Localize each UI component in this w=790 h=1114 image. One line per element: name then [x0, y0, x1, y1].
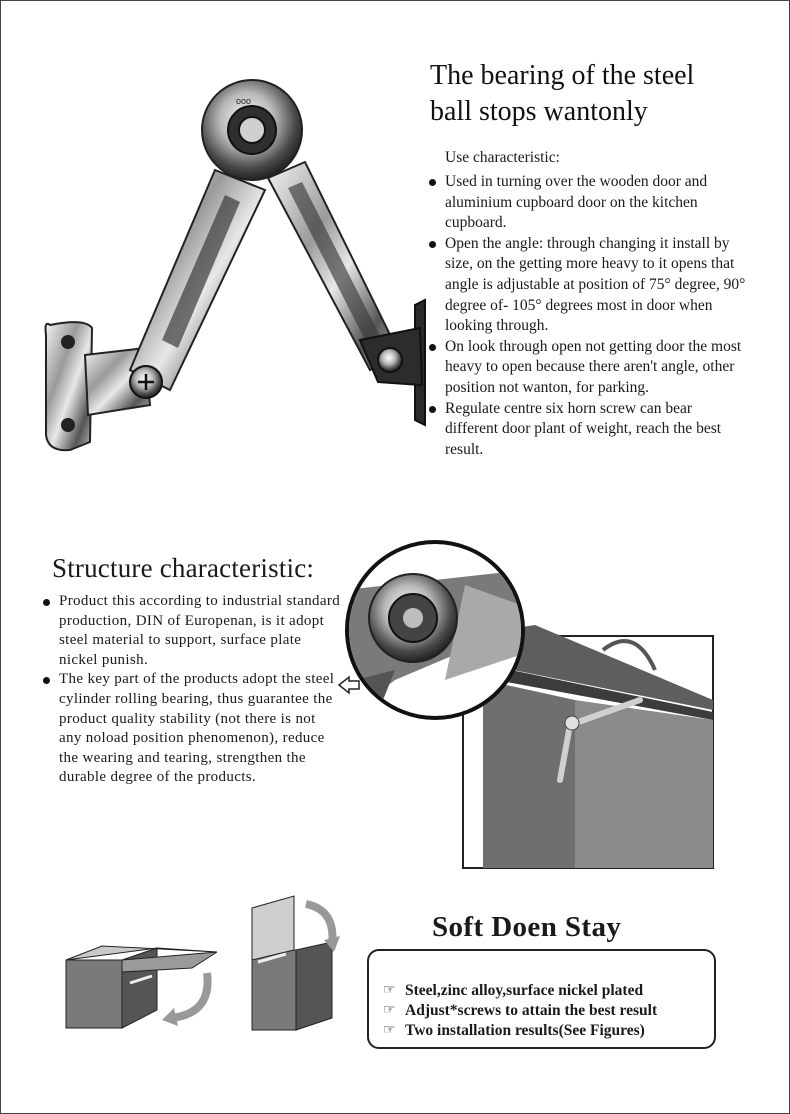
left-arrow-icon: [339, 677, 359, 693]
pointing-hand-icon: ☞: [383, 1003, 396, 1018]
product-title: Soft Doen Stay: [432, 911, 622, 943]
use-item: Open the angle: through changing it install by size, on the getting more heavy to it opens that angle is adjustable at position of 75° degree, 90° degree of- 105° degrees most in door when looking through.: [426, 234, 746, 337]
pointing-hand-icon: ☞: [383, 1023, 396, 1038]
structure-item: The key part of the products adopt the steel cylinder rolling bearing, thus guarantee the product quality stability (not there is not any noload position phenomenon), reduce the wearing and tearing, strengthen the durable degree of the products.: [41, 670, 341, 788]
structure-item: Product this according to industrial standard production, DIN of Europenan, is it adopt steel material to support, surface plate nickel punish.: [41, 592, 341, 670]
hero-title-line-2: ball stops wantonly: [430, 96, 648, 127]
feature-item: [383, 981, 657, 1001]
use-item: Used in turning over the wooden door and aluminium cupboard door on the kitchen cupboard.: [426, 172, 746, 234]
structure-title: Structure characteristic:: [52, 553, 315, 583]
pointing-hand-icon: ☞: [383, 983, 396, 998]
feature-text: Two installation results(See Figures): [405, 1022, 645, 1039]
installation-box-diagram-2: [246, 890, 346, 1035]
use-characteristic-heading: Use characteristic:: [445, 149, 560, 166]
feature-list: [383, 981, 657, 1041]
cabinet-installation-illustration: [335, 530, 725, 875]
feature-box: [367, 949, 716, 1049]
svg-text:ooo: ooo: [236, 96, 252, 106]
structure-characteristic-list: [41, 592, 341, 788]
feature-item: [383, 1001, 657, 1021]
hinge-stay-illustration: [30, 70, 440, 470]
installation-box-diagram-1: [62, 938, 222, 1033]
feature-text: Steel,zinc alloy,surface nickel plated: [405, 982, 644, 999]
hero-title-line-1: The bearing of the steel: [430, 60, 695, 91]
use-item: On look through open not getting door the most heavy to open because there aren't angle, other position not wanton, for parking.: [426, 337, 746, 399]
feature-text: Adjust*screws to attain the best result: [405, 1002, 658, 1019]
use-item: Regulate centre six horn screw can bear different door plant of weight, reach the best result.: [426, 399, 746, 461]
feature-item: [383, 1021, 657, 1041]
use-characteristic-list: [426, 172, 746, 460]
hero-title: [430, 58, 770, 130]
